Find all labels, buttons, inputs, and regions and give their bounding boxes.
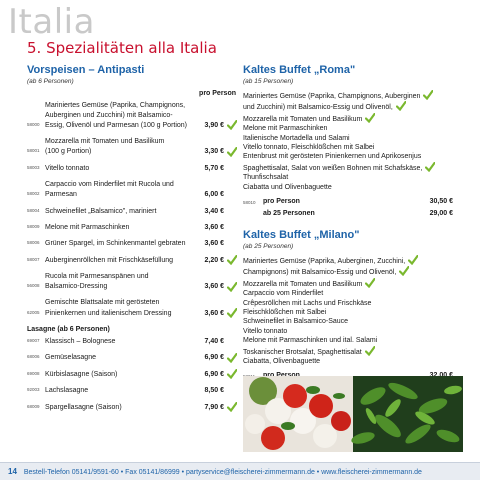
- buffet-line: [243, 124, 463, 133]
- lasagne-item: [27, 369, 238, 379]
- buffet-line: [243, 134, 463, 143]
- item-description: Gemüselasagne: [45, 354, 96, 362]
- check-slot: [224, 222, 238, 232]
- milano-list: [243, 255, 463, 366]
- menu-item-line: [27, 222, 238, 232]
- buffet-line-text: Crêpesröllchen mit Lachs und Frischkäse: [243, 299, 372, 307]
- buffet-line: [243, 173, 463, 182]
- roma-subtitle: (ab 15 Personen): [243, 78, 294, 85]
- menu-item-line: [27, 120, 238, 130]
- pro-person-header: pro Person: [199, 90, 236, 97]
- item-price: 3,30 €: [204, 148, 224, 156]
- check-slot: [224, 271, 238, 281]
- item-description: Schweinefilet „Balsamico", mariniert: [45, 207, 157, 215]
- buffet-line-text: Mozzarella mit Tomaten und Basilikum: [243, 280, 363, 288]
- buffet-line: [243, 278, 463, 289]
- footer-bar: [0, 462, 480, 480]
- buffet-line-text: Ciabatta und Olivenbaguette: [243, 183, 332, 191]
- check-slot: [224, 353, 238, 363]
- item-price: 3,90 €: [204, 122, 224, 129]
- buffet-price: 30,50 €: [429, 198, 453, 206]
- item-number: 92003: [27, 387, 40, 393]
- antipasti-title: Vorspeisen – Antipasti: [27, 64, 145, 76]
- buffet-line: [243, 255, 463, 266]
- menu-item: [27, 271, 238, 291]
- check-slot: [224, 308, 238, 318]
- antipasti-subtitle: (ab 6 Personen): [27, 78, 74, 85]
- price-label: ab 25 Personen: [263, 210, 315, 218]
- buffet-line: [243, 162, 463, 173]
- buffet-line-text: Mozzarella mit Tomaten und Basilikum: [243, 115, 363, 123]
- lasagne-item: [27, 336, 238, 346]
- item-number: [27, 109, 45, 110]
- buffet-line-text: Melone mit Parmaschinken und ital. Salami: [243, 337, 378, 345]
- menu-item-line: [27, 281, 238, 291]
- roma-list: [243, 90, 463, 192]
- menu-item: [27, 136, 238, 156]
- vegetarian-check-icon: [227, 282, 237, 292]
- lasagne-heading: Lasagne (ab 6 Personen): [27, 326, 110, 334]
- check-slot: [224, 190, 238, 200]
- buffet-line-text: Thunfischsalat: [243, 174, 289, 182]
- menu-item: [27, 179, 238, 199]
- page-title: Italia: [8, 2, 95, 42]
- item-number: 69007: [27, 338, 40, 344]
- vegetarian-check-icon: [227, 120, 237, 130]
- item-description: Klassisch – Bolognese: [45, 338, 116, 346]
- item-description: Gemischte Blattsalate mit gerösteten: [45, 299, 160, 307]
- check-slot: [224, 163, 238, 173]
- item-number: 62005: [27, 309, 40, 315]
- check-slot: [224, 136, 238, 146]
- buffet-line-text: Toskanischer Brotsalat, Spaghettisalat: [243, 348, 362, 356]
- page-subtitle: 5. Spezialitäten alla Italia: [27, 39, 217, 57]
- vegetarian-check-icon: [227, 402, 237, 412]
- buffet-line: [243, 308, 463, 317]
- price-label: pro Person: [263, 198, 300, 206]
- menu-item: [27, 100, 238, 130]
- menu-item: [27, 163, 238, 173]
- vegetarian-check-icon: [365, 346, 375, 356]
- vegetarian-check-icon: [365, 113, 375, 123]
- check-slot: [224, 282, 238, 292]
- item-number: 58003: [27, 164, 40, 170]
- lasagne-item: [27, 385, 238, 395]
- lasagne-list: [27, 336, 238, 412]
- buffet-line-text: und Zucchini) mit Balsamico-Essig und Olivenöl,: [243, 104, 393, 112]
- item-number: 69008: [27, 370, 40, 376]
- check-slot: [224, 369, 238, 379]
- item-description: Balsamico-Dressing: [45, 283, 108, 291]
- menu-item-line: [27, 100, 238, 110]
- antipasti-column: [27, 64, 238, 418]
- buffet-line-text: Melone mit Parmaschinken: [243, 125, 328, 133]
- check-slot: [224, 402, 238, 412]
- menu-item-line: [27, 298, 238, 308]
- vegetarian-check-icon: [227, 369, 237, 379]
- buffet-line-text: Fleischklößchen mit Salbei: [243, 308, 327, 316]
- item-description: Pinienkernen und italienischem Dressing: [45, 309, 172, 317]
- item-price: 5,70 €: [204, 164, 224, 172]
- item-description: Grüner Spargel, im Schinkenmantel gebraten: [45, 240, 186, 248]
- menu-item: [27, 206, 238, 216]
- vegetarian-check-icon: [423, 90, 433, 100]
- vegetarian-check-icon: [365, 278, 375, 288]
- buffet-line: [243, 357, 463, 366]
- item-description: Carpaccio vom Rinderfilet mit Rucola und: [45, 180, 174, 188]
- menu-item-line: [27, 136, 238, 146]
- buffet-line-text: Carpaccio vom Rinderfilet: [243, 290, 324, 298]
- item-number: 58009: [27, 224, 40, 230]
- item-description: (100 g Portion): [45, 148, 92, 156]
- item-description: Spargellasagne (Saison): [45, 403, 122, 411]
- roma-title: Kaltes Buffet „Roma": [243, 64, 356, 76]
- item-description: Lachslasagne: [45, 387, 89, 395]
- menu-item-line: [27, 110, 238, 120]
- buffet-line: [243, 289, 463, 298]
- item-description: Mariniertes Gemüse (Paprika, Champignons,: [45, 101, 186, 109]
- menu-item-line: [27, 206, 238, 216]
- vegetarian-check-icon: [227, 147, 237, 157]
- item-number: 58007: [27, 256, 40, 262]
- check-slot: [224, 179, 238, 189]
- item-description: Auberginenröllchen mit Frischkäsefüllung: [45, 256, 174, 264]
- buffet-line: [243, 299, 463, 308]
- item-number: 68009: [27, 403, 40, 409]
- check-slot: [224, 120, 238, 130]
- buffet-price: 29,00 €: [429, 210, 453, 218]
- item-price: 3,60 €: [204, 309, 224, 317]
- check-slot: [224, 147, 238, 157]
- item-description: Parmesan: [45, 191, 77, 199]
- menu-item-line: [27, 179, 238, 189]
- buffet-line: [243, 101, 463, 112]
- item-price: 6,90 €: [204, 354, 224, 362]
- buffet-line-text: Champignons) mit Balsamico-Essig und Olivenöl,: [243, 269, 397, 277]
- item-price: 2,20 €: [204, 256, 224, 264]
- buffet-line: [243, 152, 463, 161]
- roma-prices: [243, 197, 463, 219]
- check-slot: [224, 206, 238, 216]
- vegetarian-check-icon: [396, 101, 406, 111]
- check-slot: [224, 298, 238, 308]
- check-slot: [224, 386, 238, 396]
- item-description: Rucola mit Parmesanspänen und: [45, 272, 149, 280]
- buffet-line-text: Mariniertes Gemüse (Paprika, Champignons, Auberginen: [243, 93, 421, 100]
- menu-item-line: [27, 163, 238, 173]
- buffet-line: [243, 317, 463, 326]
- buffet-price-row: [243, 197, 463, 207]
- item-price: 3,60 €: [204, 224, 224, 232]
- item-number: 56008: [27, 283, 40, 289]
- menu-item: [27, 298, 238, 318]
- page-number: 14: [8, 467, 17, 476]
- vegetarian-check-icon: [227, 353, 237, 363]
- buffet-line: [243, 113, 463, 124]
- vegetarian-check-icon: [227, 255, 237, 265]
- menu-item-line: [27, 146, 238, 156]
- check-slot: [224, 100, 238, 110]
- item-number: 58002: [27, 191, 40, 197]
- buffet-line: [243, 143, 463, 152]
- antipasti-list: [27, 100, 238, 318]
- menu-item-line: [27, 271, 238, 281]
- buffet-line: [243, 336, 463, 345]
- item-number: 58000: [27, 122, 40, 127]
- buffet-line: [243, 327, 463, 336]
- check-slot: [224, 336, 238, 346]
- vegetarian-check-icon: [425, 162, 435, 172]
- item-price: 7,90 €: [204, 403, 224, 411]
- item-price: 8,50 €: [204, 387, 224, 395]
- menu-item-line: [27, 189, 238, 199]
- menu-item: [27, 255, 238, 265]
- item-price: 3,60 €: [204, 283, 224, 291]
- buffet-line: [243, 346, 463, 357]
- item-number: 58004: [27, 207, 40, 213]
- item-price: 3,40 €: [204, 207, 224, 215]
- menu-item-line: [27, 238, 238, 248]
- vegetarian-check-icon: [227, 308, 237, 318]
- milano-title: Kaltes Buffet „Milano": [243, 228, 360, 241]
- footer-contact: Bestell-Telefon 05141/9591-60 • Fax 05141/86999 • partyservice@fleischerei-zimmermann.de • www.fleischerei-zimmermann.de: [23, 469, 422, 476]
- buffet-line-text: Vitello tonnato: [243, 327, 288, 335]
- vegetarian-check-icon: [408, 255, 418, 265]
- menu-item: [27, 238, 238, 248]
- item-price: 3,60 €: [204, 240, 224, 248]
- item-description: Mozzarella mit Tomaten und Basilikum: [45, 138, 165, 145]
- item-price: 7,40 €: [204, 338, 224, 346]
- buffet-column: [243, 64, 463, 382]
- buffet-line: [243, 183, 463, 192]
- buffet-line-text: Spaghettisalat, Salat von weißen Bohnen mit Schafskäse,: [243, 164, 423, 172]
- lasagne-item: [27, 352, 238, 362]
- item-description: Kürbislasagne (Saison): [45, 370, 118, 378]
- buffet-line: [243, 90, 463, 101]
- item-number: 58006: [27, 240, 40, 246]
- item-description: Melone mit Parmaschinken: [45, 224, 130, 232]
- buffet-line-text: Entenbrust mit gerösteten Pinienkernen und Aprikosenjus: [243, 153, 422, 161]
- check-slot: [224, 255, 238, 265]
- buffet-line-text: Schweinefilet in Balsamico-Sauce: [243, 318, 349, 326]
- item-number: 58001: [27, 148, 40, 154]
- item-number: 68006: [27, 354, 40, 360]
- milano-subtitle: (ab 25 Personen): [243, 242, 294, 250]
- item-description: Essig, Olivenöl und Parmesan (100 g Portion): [45, 122, 188, 129]
- menu-item-line: [27, 308, 238, 318]
- item-description: Vitello tonnato: [45, 164, 90, 172]
- item-price: 6,00 €: [204, 191, 224, 199]
- menu-item-line: [27, 255, 238, 265]
- item-price: 6,90 €: [204, 370, 224, 378]
- buffet-line-text: Mariniertes Gemüse (Paprika, Auberginen, Zucchini,: [243, 257, 406, 265]
- buffet-line-text: Ciabatta, Olivenbaguette: [243, 357, 321, 365]
- item-number: [243, 209, 263, 218]
- check-slot: [224, 110, 238, 120]
- vegetarian-check-icon: [399, 266, 409, 276]
- buffet-line: [243, 266, 463, 277]
- buffet-line-text: Italienische Mortadella und Salami: [243, 134, 350, 142]
- lasagne-item: [27, 402, 238, 412]
- food-photo: [243, 376, 463, 452]
- menu-item: [27, 222, 238, 232]
- item-description: Auberginen und Zucchini) mit Balsamico-: [45, 111, 173, 119]
- buffet-price-row: [243, 209, 463, 218]
- check-slot: [224, 239, 238, 249]
- item-number: 58010: [243, 200, 256, 206]
- buffet-line-text: Vitello tonnato, Fleischklößchen mit Salbei: [243, 144, 375, 152]
